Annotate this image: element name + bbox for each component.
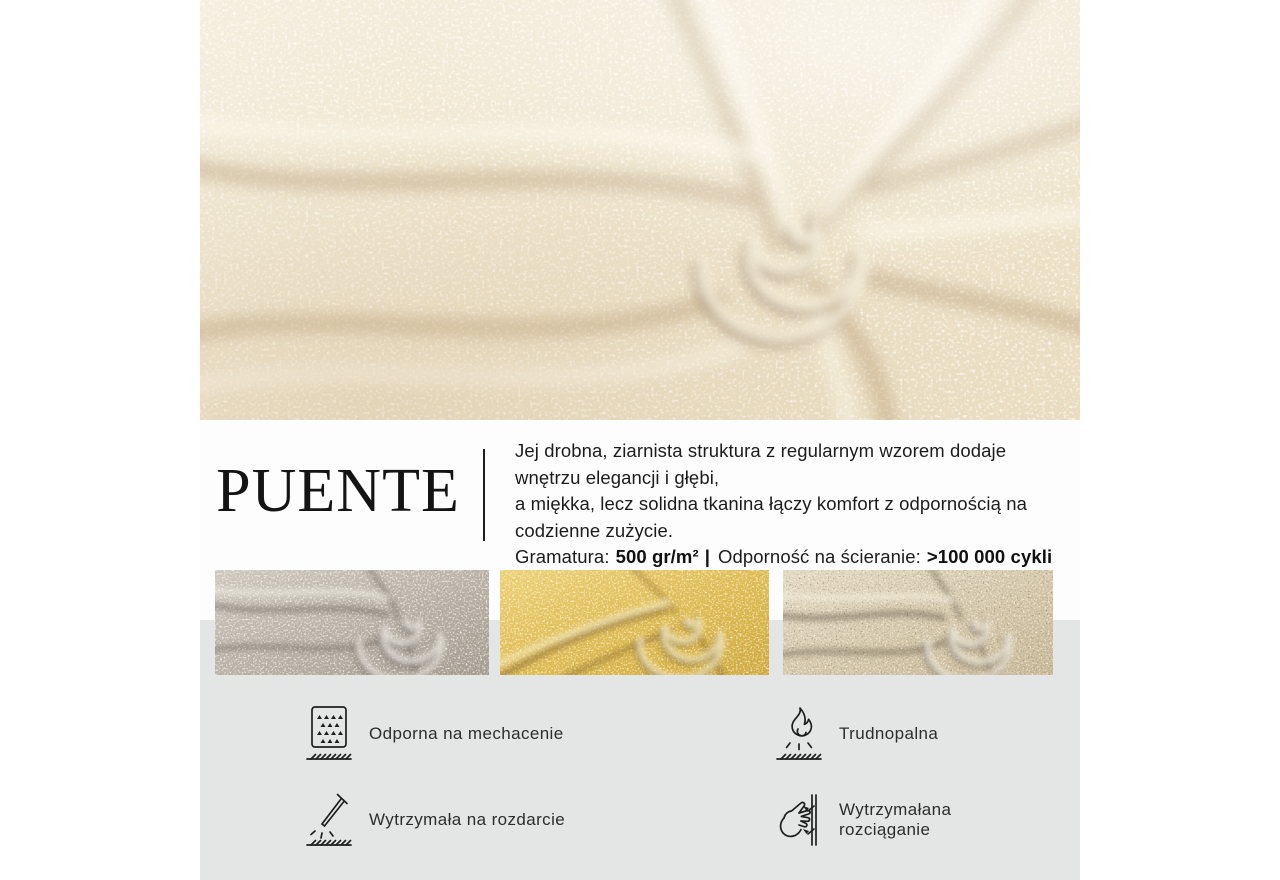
spec-abrasion-label: Odporność na ścieranie: [718,546,921,567]
feature-item-stretch [775,791,1045,849]
color-swatches [215,570,1065,675]
feature-label: Trudnopalna [839,724,939,743]
description-line-1: Jej drobna, ziarnista struktura z regularnym wzorem dodaje wnętrzu elegancji i głębi, [515,440,1007,488]
gray-fabric-graphic [215,570,489,675]
feature-item-pilling [305,705,775,763]
spec-gramatura-value: 500 gr/m² [615,546,699,567]
feature-label: Odporna na mechacenie [369,724,564,743]
feature-item-tear [305,791,775,849]
tear-resistant-icon [305,791,353,849]
yellow-fabric-graphic [500,570,769,675]
flame-retardant-icon [775,705,823,763]
content-column [200,0,1080,880]
swatch-beige-image [783,570,1053,675]
boucle-fabric-graphic [200,0,1080,420]
feature-item-flame [775,705,1045,763]
feature-label: Wytrzymała na rozdarcie [369,810,566,829]
spec-gramatura-label: Gramatura: [515,546,610,567]
description-line-2: a miękka, lecz solidna tkanina łączy komfort z odpornością na codzienne zużycie. [515,493,1028,541]
beige-fabric-graphic [783,570,1053,675]
features-grid [305,705,1045,849]
product-specs [515,544,1055,571]
stretch-resistant-icon [775,791,823,849]
spec-abrasion-value: >100 000 cykli [926,546,1053,567]
swatch-gray-image [215,570,489,675]
feature-label: Wytrzymałana rozciąganie [839,800,952,839]
title-divider [483,449,485,541]
product-title: PUENTE [216,457,460,525]
product-description [515,438,1055,571]
pilling-resistant-icon [305,705,353,763]
spec-separator-bar: | [704,546,711,567]
hero-fabric-image [200,0,1080,420]
swatch-yellow-image [500,570,769,675]
